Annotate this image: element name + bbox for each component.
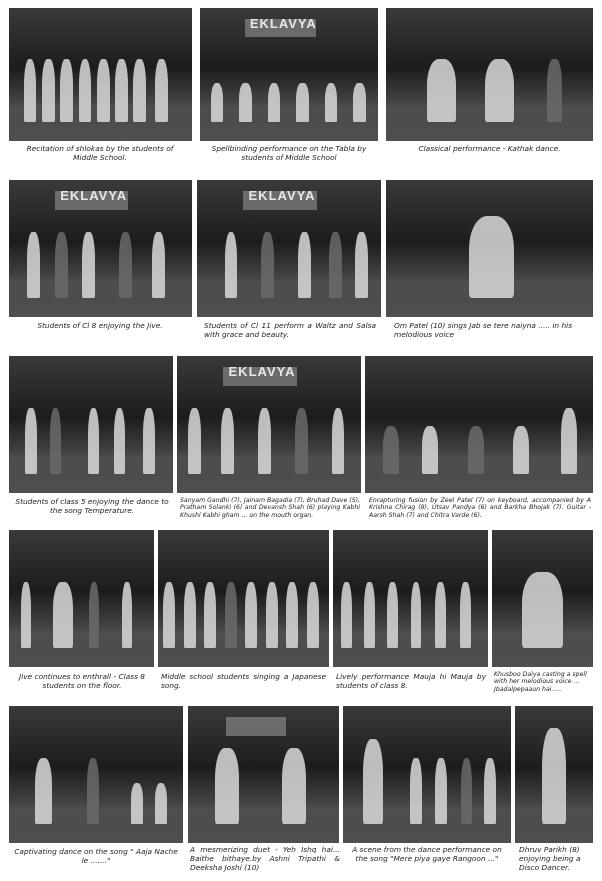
photo-disco-dancer	[515, 706, 593, 843]
photo-duet	[188, 706, 339, 843]
caption-om-patel: Om Patel (10) sings Jab se tere naiyna ..... in his melodious voice	[394, 321, 573, 339]
photo-mauja-hi-mauja	[333, 530, 488, 667]
photo-waltz-salsa	[197, 180, 381, 317]
eklavya-banner-2: EKLAVYA	[60, 188, 128, 204]
caption-jive: Students of Cl 8 enjoying the Jive.	[37, 321, 163, 330]
caption-jive-floor: Jive continues to enthrall - Class 8 students on the floor.	[19, 672, 145, 690]
caption-mouth-organ: Sanyam Gandhi (7), Jainam Bagadia (7), Bruhad Dave (5), Pratham Solanki (6) and Devansh Shah (6) playing Kabhi Khushi Kabhi gham ... on the mouth organ.	[180, 497, 360, 519]
photo-mere-piya	[343, 706, 511, 843]
photo-om-patel-singing	[386, 180, 593, 317]
caption-mauja: Lively performance Mauja hi Mauja by students of class 8.	[336, 672, 486, 690]
caption-temperature: Students of class 5 enjoying the dance to the song Temperature.	[15, 497, 169, 515]
eklavya-banner: EKLAVYA	[249, 15, 317, 31]
caption-fusion: Enrapturing fusion by Zeel Patel (7) on keyboard, accompanied by A Krishna Chirag (8), Utsav Pandya (6) and Barkha Bhojak (7). Guitar - Aarsh Shah (7) and Chitra Varde (6).	[369, 497, 591, 519]
caption-waltz: Students of Cl 11 perform a Waltz and Salsa with grace and beauty.	[204, 321, 376, 339]
eklavya-banner-4: EKLAVYA	[228, 364, 296, 380]
photo-tabla-performance	[200, 8, 378, 141]
caption-khusboo: Khusboo Daiya casting a spell with her melodious voice ... Jbadalpepaaun hai.....	[494, 671, 587, 693]
eklavya-banner-3: EKLAVYA	[248, 188, 316, 204]
caption-japanese: Middle school students singing a Japanese song.	[161, 672, 326, 690]
caption-kathak: Classical performance - Kathak dance.	[418, 144, 561, 153]
caption-aaja-nache: Captivating dance on the song " Aaja Nache le ......."	[14, 847, 178, 865]
photo-aaja-nache-le	[9, 706, 183, 843]
photo-mouth-organ	[177, 356, 361, 493]
photo-jive-class8	[9, 180, 192, 317]
photo-fusion-keyboard	[365, 356, 593, 493]
photo-khusboo-singing	[492, 530, 593, 667]
caption-disco-dancer: Dhruv Parikh (8) enjoying being a Disco Dancer.	[519, 845, 581, 872]
caption-duet: A mesmerizing duet - Yeh Ishq hai... Baithe bithaye.by Ashni Tripathi & Deeksha Joshi (10)	[190, 845, 340, 872]
caption-shlokas: Recitation of shlokas by the students of Middle School.	[26, 144, 174, 162]
photo-japanese-song	[158, 530, 329, 667]
caption-tabla: Spellbinding performance on the Tabla by students of Middle School	[211, 144, 367, 162]
photo-class5-temperature	[9, 356, 173, 493]
photo-shlokas-recitation	[9, 8, 192, 141]
caption-mere-piya: A scene from the dance performance on the song "Mere piya gaye Rangoon ..."	[352, 845, 502, 863]
photo-kathak-dance	[386, 8, 593, 141]
photo-jive-floor	[9, 530, 154, 667]
